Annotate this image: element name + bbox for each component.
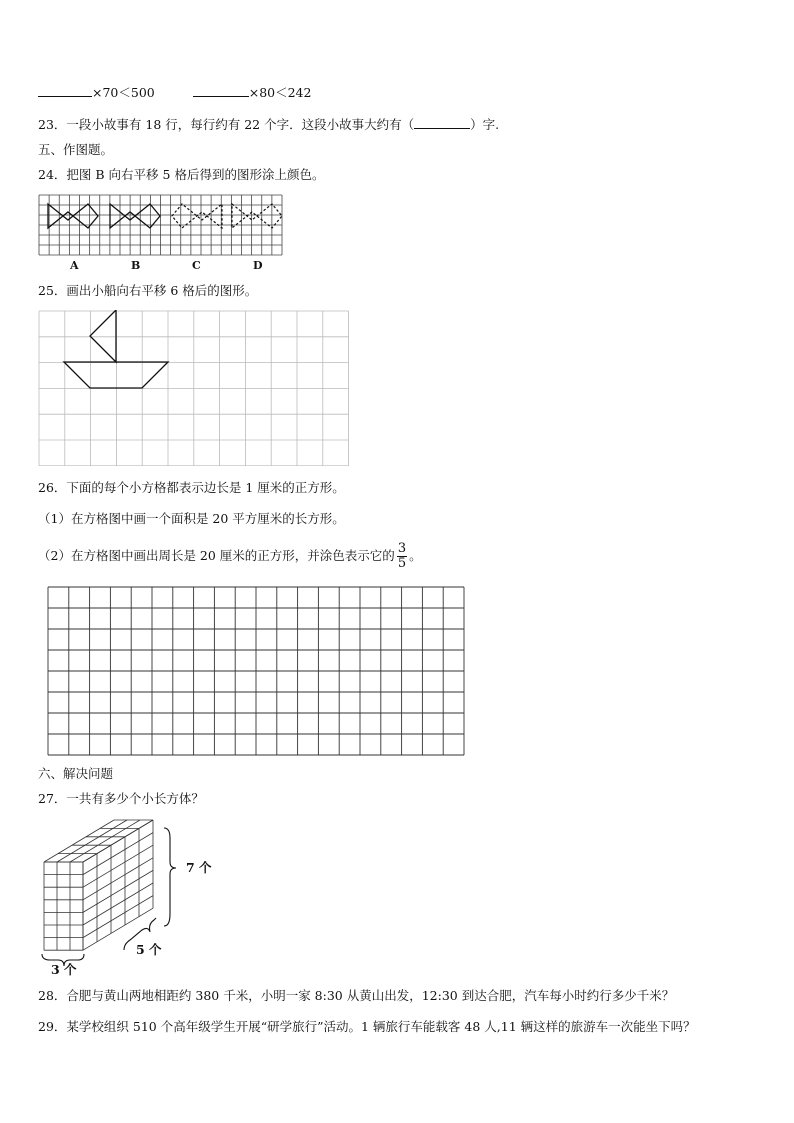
- cuboid-figure: [38, 816, 218, 978]
- fraction-denominator: 5: [397, 555, 407, 571]
- question-24: 24．把图 B 向右平移 5 格后得到的图形涂上颜色。: [38, 167, 325, 182]
- height-brace: [164, 828, 176, 926]
- label-depth: 5 个: [136, 942, 162, 957]
- question-25: 25．画出小船向右平移 6 格后的图形。: [38, 283, 258, 298]
- answer-blank-23[interactable]: [414, 116, 470, 129]
- grid-line: [83, 870, 153, 912]
- label-a: A: [70, 259, 79, 272]
- question-23-suffix: ）字.: [470, 117, 500, 132]
- question-26-part-1: （1）在方格图中画一个面积是 20 平方厘米的长方形。: [38, 511, 345, 526]
- grid-line: [70, 820, 140, 862]
- section-5-heading: 五、作图题。: [38, 142, 114, 157]
- section-6-heading: 六、解决问题: [38, 766, 114, 781]
- shape-grid-q24: [38, 194, 284, 258]
- shape-d: [232, 204, 282, 228]
- grid-line: [83, 820, 153, 862]
- grid-line: [57, 820, 127, 862]
- grid-line: [83, 896, 153, 938]
- grid-line: [83, 883, 153, 925]
- inequality-line: [38, 84, 311, 101]
- label-d: D: [253, 259, 263, 272]
- grid-line: [44, 820, 114, 862]
- answer-blank-1[interactable]: [38, 84, 92, 97]
- question-26-part-2-text: （2）在方格图中画出周长是 20 厘米的正方形，并涂色表示它的: [38, 548, 395, 563]
- question-29: 29．某学校组织 510 个高年级学生开展“研学旅行”活动。1 辆旅行车能载客 48 人,11 辆这样的旅游车一次能坐下吗？: [38, 1019, 696, 1034]
- question-27: 27．一共有多少个小长方体？: [38, 791, 204, 806]
- inequality-2: ×80＜242: [248, 85, 312, 100]
- grid-line: [83, 858, 153, 900]
- fraction-numerator: 3: [397, 540, 407, 556]
- question-28: 28．合肥与黄山两地相距约 380 千米，小明一家 8:30 从黄山出发，12:30 到达合肥，汽车每小时约行多少千米？: [38, 988, 675, 1003]
- boat-grid-q25: [38, 310, 350, 466]
- grid-line: [83, 845, 153, 887]
- square-grid-q26: [47, 586, 467, 758]
- label-b: B: [131, 259, 141, 272]
- question-26-part-2: [38, 538, 422, 574]
- boat-sail: [90, 310, 116, 362]
- label-width: 3 个: [51, 962, 77, 977]
- question-23-text: 23．一段小故事有 18 行，每行约有 22 个字．这段小故事大约有（: [38, 117, 415, 132]
- shape-b: [110, 204, 160, 228]
- answer-blank-2[interactable]: [193, 84, 249, 97]
- shape-c: [172, 204, 222, 228]
- label-height: 7 个: [186, 860, 212, 875]
- question-26-part-2-suffix: 。: [409, 548, 422, 563]
- label-c: C: [192, 259, 201, 272]
- fraction: [397, 542, 407, 571]
- question-23: [38, 116, 499, 133]
- question-26: 26．下面的每个小方格都表示边长是 1 厘米的正方形。: [38, 480, 345, 495]
- inequality-1: ×70＜500: [92, 85, 155, 100]
- shape-a: [48, 204, 98, 228]
